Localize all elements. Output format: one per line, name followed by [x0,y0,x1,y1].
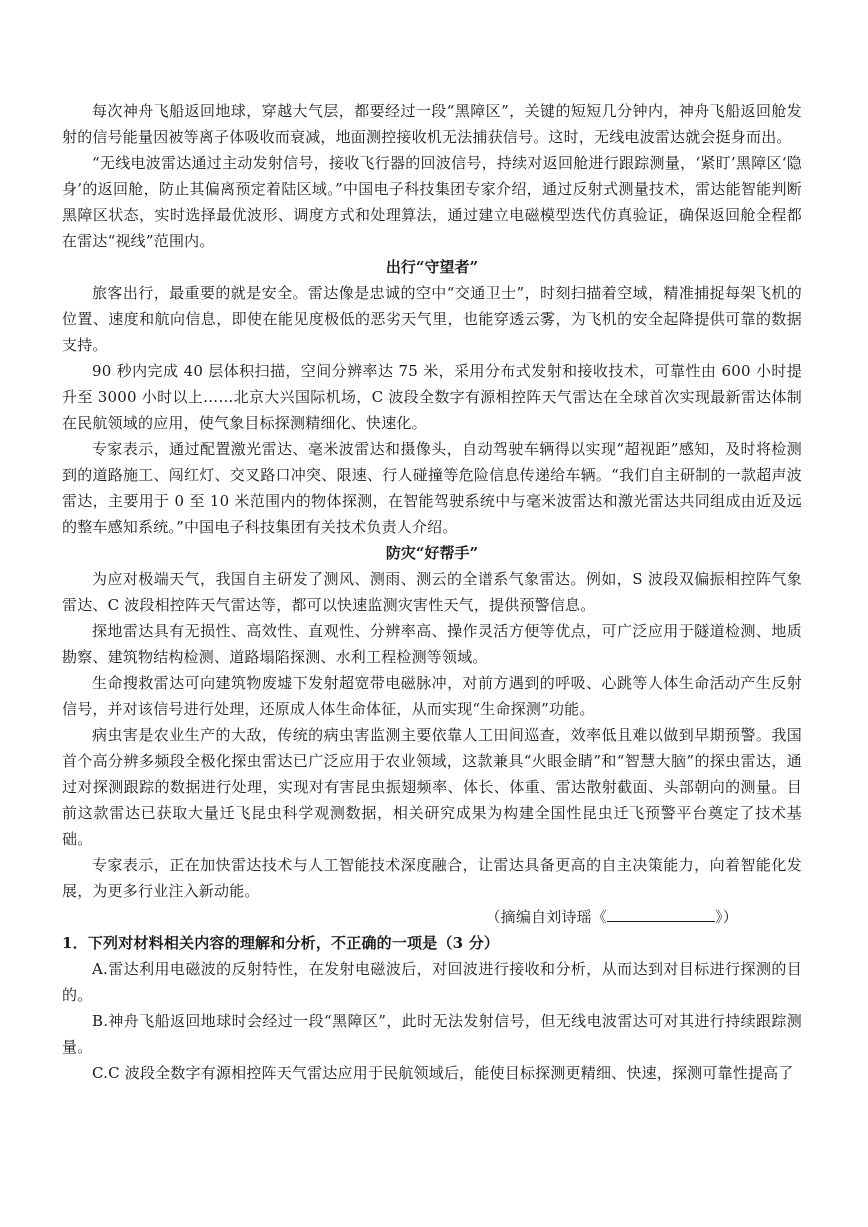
option-a: A.雷达利用电磁波的反射特性，在发射电磁波后，对回波进行接收和分析，从而达到对目标进行探测的目的。 [62,960,802,1004]
source-blank [607,907,715,922]
option-b: B.神舟飞船返回地球时会经过一段“黑障区”，此时无法发射信号，但无线电波雷达可对其进行持续跟踪测量。 [62,1012,802,1056]
paragraph: 探地雷达具有无损性、高效性、直观性、分辨率高、操作灵活方便等优点，可广泛应用于隧道检测、地质勘察、建筑物结构检测、道路塌陷探测、水利工程检测等领域。 [62,622,802,666]
paragraph: 为应对极端天气，我国自主研发了测风、测雨、测云的全谱系气象雷达。例如，S 波段双偏振相控阵气象雷达、C 波段相控阵天气雷达等，都可以快速监测灾害性天气，提供预警信息。 [62,570,802,614]
source-citation [62,904,802,930]
document-page [62,98,802,1086]
paragraph: 专家表示，正在加快雷达技术与人工智能技术深度融合，让雷达具备更高的自主决策能力，向着智能化发展，为更多行业注入新动能。 [62,856,802,900]
paragraph: 病虫害是农业生产的大敌，传统的病虫害监测主要依靠人工田间巡查，效率低且难以做到早期预警。我国首个高分辨多频段全极化探虫雷达已广泛应用于农业领域，这款兼具“火眼金睛”和“智慧大脑”的探虫雷达，通过对探测跟踪的数据进行处理，实现对有害昆虫振翅频率、体长、体重、雷达散射截面、头部朝向的测量。目前这款雷达已获取大量迁飞昆虫科学观测数据，相关研究成果为构建全国性昆虫迁飞预警平台奠定了技术基础。 [62,726,802,848]
paragraph: 90 秒内完成 40 层体积扫描，空间分辨率达 75 米，采用分布式发射和接收技术，可靠性由 600 小时提升至 3000 小时以上……北京大兴国际机场，C 波段全数字有源相控阵天气雷达在全球首次实现最新雷达体制在民航领域的应用，使气象目标探测精细化、快速化。 [62,362,802,432]
paragraph: 专家表示，通过配置激光雷达、毫米波雷达和摄像头，自动驾驶车辆得以实现“超视距”感知，及时将检测到的道路施工、闯红灯、交叉路口冲突、限速、行人碰撞等危险信息传递给车辆。“我们自主研制的一款超声波雷达，主要用于 0 至 10 米范围内的物体探测，在智能驾驶系统中与毫米波雷达和激光雷达共同组成由近及远的整车感知系统。”中国电子科技集团有关技术负责人介绍。 [62,440,802,536]
source-suffix: 》） [715,908,738,926]
paragraph: “无线电波雷达通过主动发射信号，接收飞行器的回波信号，持续对返回舱进行跟踪测量，‘紧盯’黑障区‘隐身’的返回舱，防止其偏离预定着陆区域。”中国电子科技集团专家介绍，通过反射式测量技术，雷达能智能判断黑障区状态，实时选择最优波形、调度方式和处理算法，通过建立电磁模型迭代仿真验证，确保返回舱全程都在雷达“视线”范围内。 [62,154,802,250]
paragraph: 旅客出行，最重要的就是安全。雷达像是忠诚的空中“交通卫士”，时刻扫描着空域，精准捕捉每架飞机的位置、速度和航向信息，即使在能见度极低的恶劣天气里，也能穿透云雾，为飞机的安全起降提供可靠的数据支持。 [62,284,802,354]
section-heading: 出行“守望者” [385,258,479,276]
section-heading: 防灾“好帮手” [385,544,479,562]
source-prefix: （摘编自刘诗瑶《 [485,908,608,926]
paragraph: 生命搜救雷达可向建筑物废墟下发射超宽带电磁脉冲，对前方遇到的呼吸、心跳等人体生命活动产生反射信号，并对该信号进行处理，还原成人体生命体征，从而实现“生命探测”功能。 [62,674,802,718]
paragraph: 每次神舟飞船返回地球，穿越大气层，都要经过一段“黑障区”，关键的短短几分钟内，神舟飞船返回舱发射的信号能量因被等离子体吸收而衰减，地面测控接收机无法捕获信号。这时，无线电波雷达就会挺身而出。 [62,102,802,146]
option-c: C.C 波段全数字有源相控阵天气雷达应用于民航领域后，能使目标探测更精细、快速，探测可靠性提高了 [92,1064,794,1082]
question-stem: 1．下列对材料相关内容的理解和分析，不正确的一项是（3 分） [62,934,500,952]
